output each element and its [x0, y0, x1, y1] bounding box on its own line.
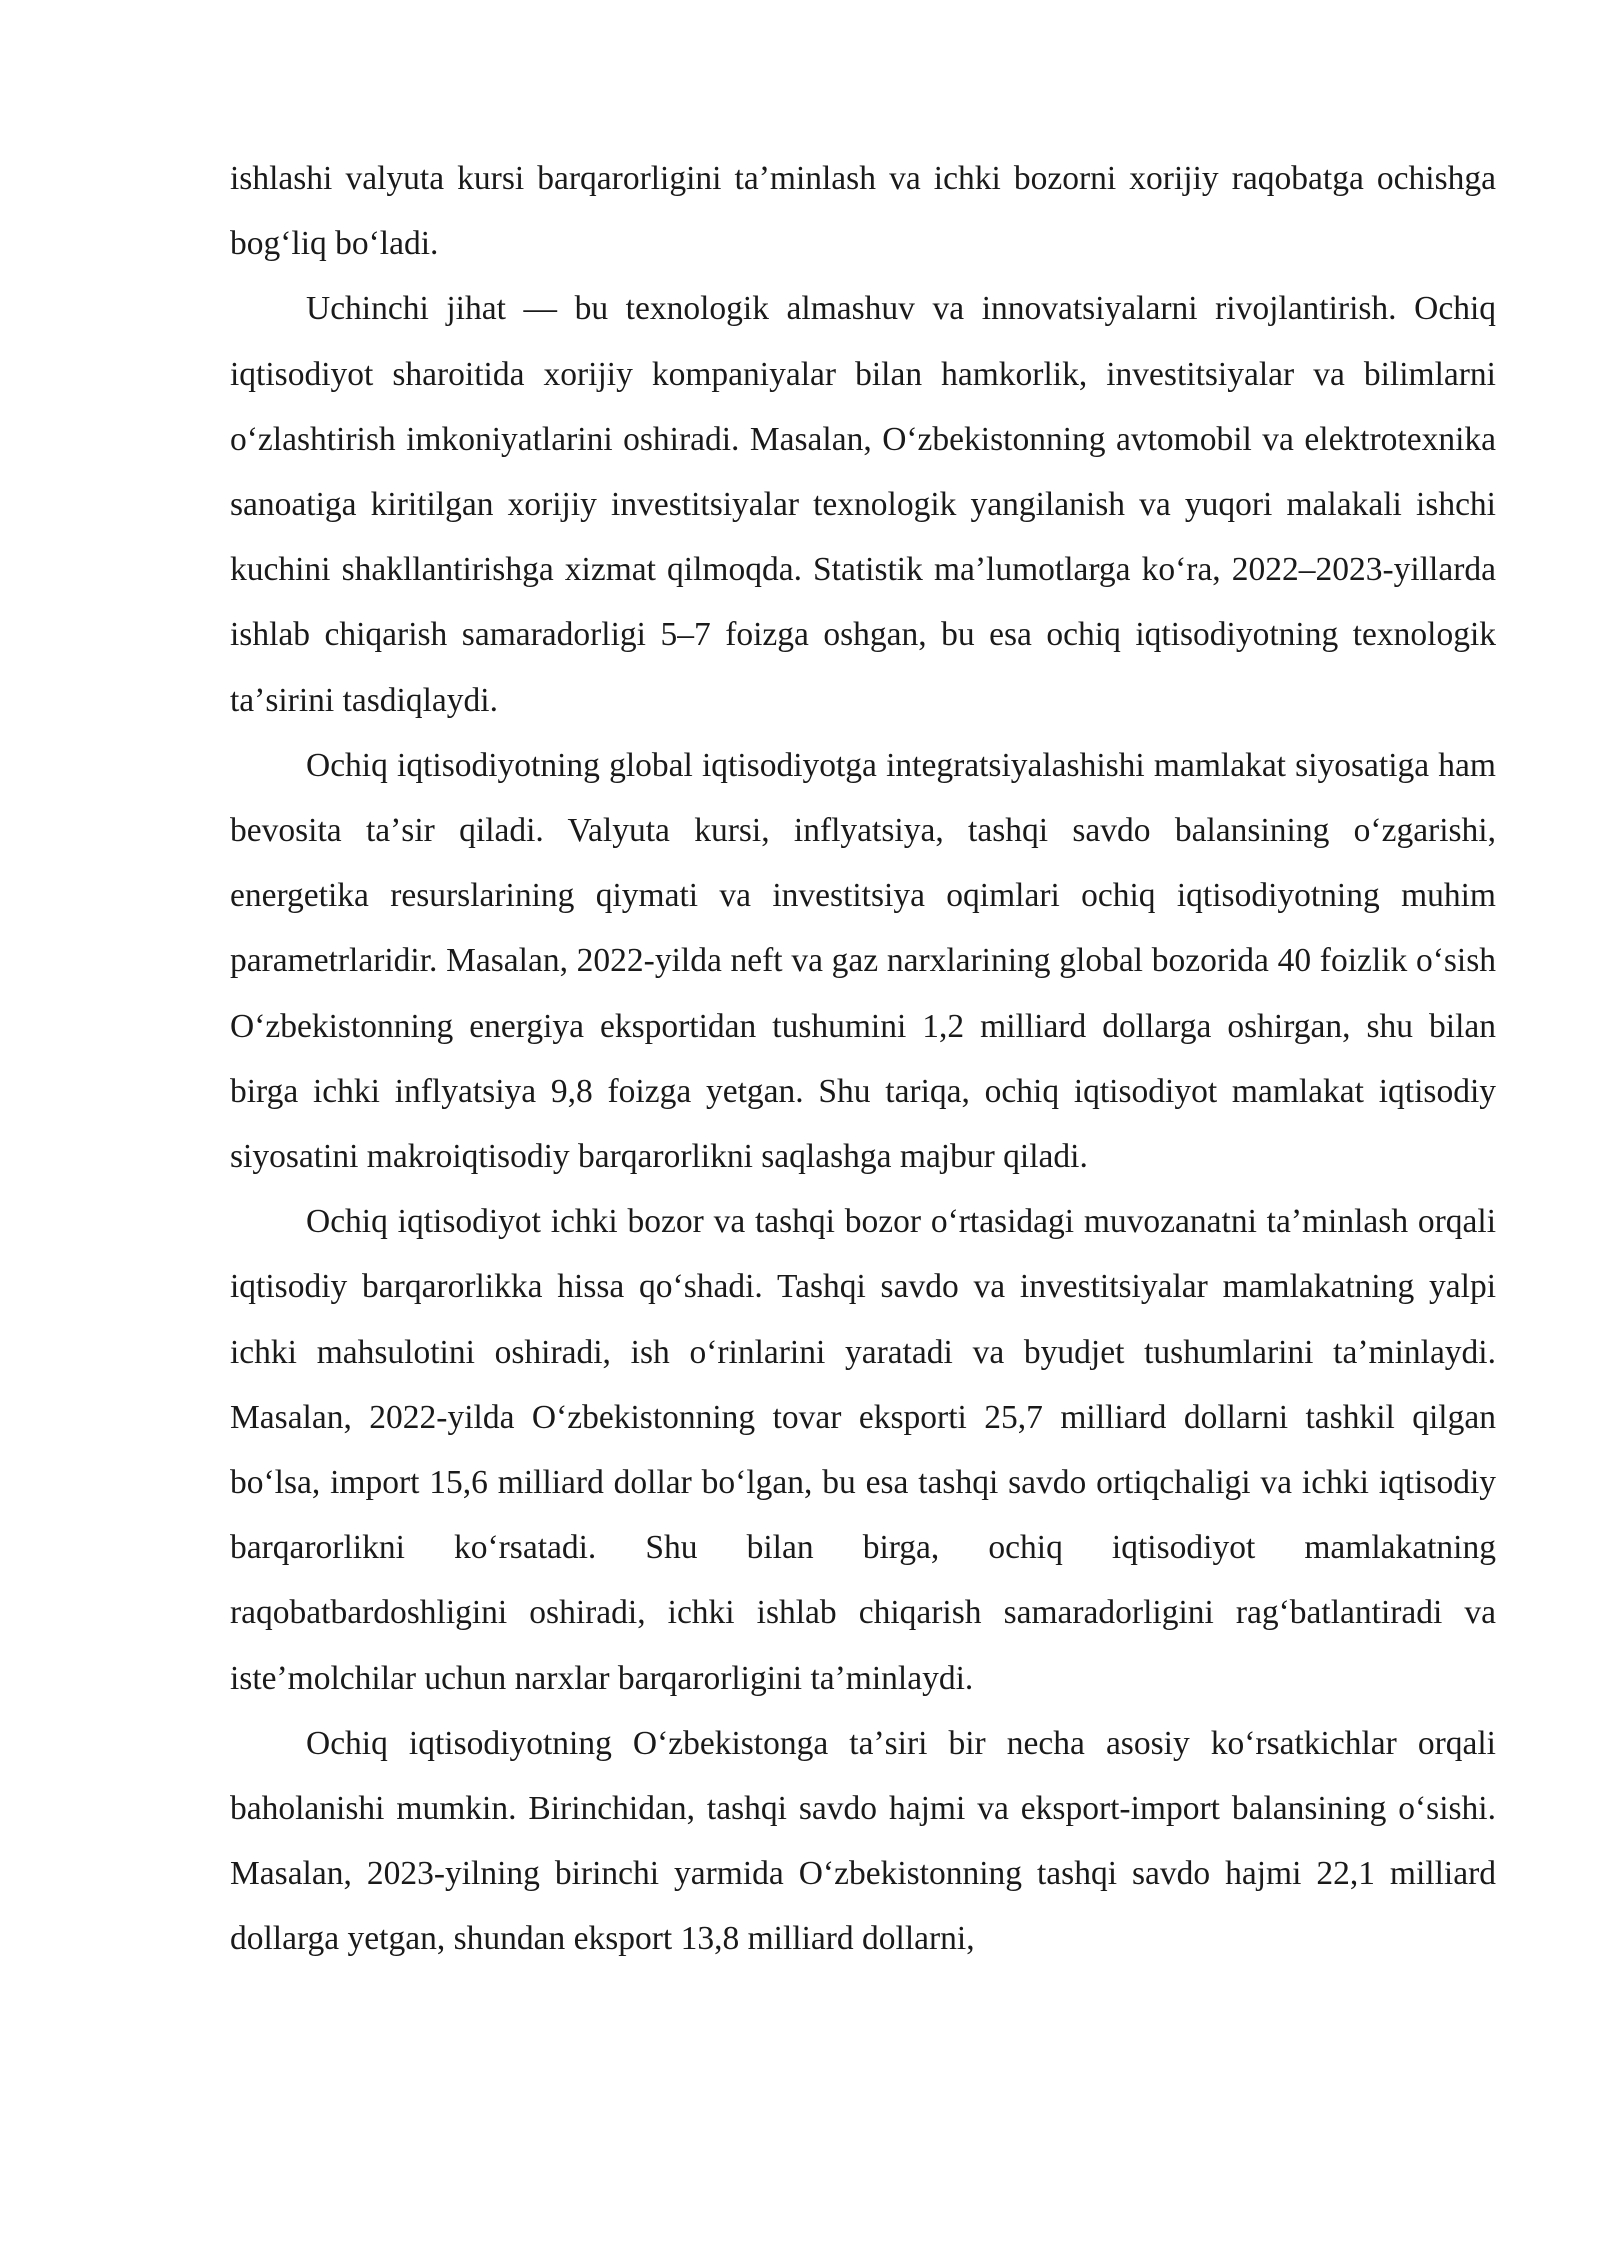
- paragraph-indicators: Ochiq iqtisodiyotning Oʻzbekistonga taʼsiri bir necha asosiy koʻrsatkichlar orqali baholanishi mumkin. Birinchidan, tashqi savdo hajmi va eksport-import balansining oʻsishi. Masalan, 2023-yilning birinchi yarmida Oʻzbekistonning tashqi savdo hajmi 22,1 milliard dollarga yetgan, shundan eksport 13,8 milliard dollarni,: [230, 1724, 1496, 1958]
- paragraph-technology-exchange: Uchinchi jihat — bu texnologik almashuv va innovatsiyalarni rivojlantirish. Ochiq iqtisodiyot sharoitida xorijiy kompaniyalar bilan hamkorlik, investitsiyalar va bilimlarni oʻzlashtirish imkoniyatlarini oshiradi. Masalan, Oʻzbekistonning avtomobil va elektrotexnika sanoatiga kiritilgan xorijiy investitsiyalar texnologik yangilanish va yuqori malakali ishchi kuchini shakllantirishga xizmat qilmoqda. Statistik maʼlumotlarga koʻra, 2022–2023-yillarda ishlab chiqarish samaradorligi 5–7 foizga oshgan, bu esa ochiq iqtisodiyotning texnologik taʼsirini tasdiqlaydi.: [230, 290, 1496, 719]
- document-body: [230, 146, 1496, 1972]
- paragraph-market-balance: Ochiq iqtisodiyot ichki bozor va tashqi bozor oʻrtasidagi muvozanatni taʼminlash orqali iqtisodiy barqarorlikka hissa qoʻshadi. Tashqi savdo va investitsiyalar mamlakatning yalpi ichki mahsulotini oshiradi, ish oʻrinlarini yaratadi va byudjet tushumlarini taʼminlaydi. Masalan, 2022-yilda Oʻzbekistonning tovar eksporti 25,7 milliard dollarni tashkil qilgan boʻlsa, import 15,6 milliard dollar boʻlgan, bu esa tashqi savdo ortiqchaligi va ichki iqtisodiy barqarorlikni koʻrsatadi. Shu bilan birga, ochiq iqtisodiyot mamlakatning raqobatbardoshligini oshiradi, ichki ishlab chiqarish samaradorligini ragʻbatlantiradi va isteʼmolchilar uchun narxlar barqarorligini taʼminlaydi.: [230, 1203, 1496, 1697]
- paragraph-global-integration: Ochiq iqtisodiyotning global iqtisodiyotga integratsiyalashishi mamlakat siyosatiga ham bevosita taʼsir qiladi. Valyuta kursi, inflyatsiya, tashqi savdo balansining oʻzgarishi, energetika resurslarining qiymati va investitsiya oqimlari ochiq iqtisodiyotning muhim parametrlaridir. Masalan, 2022-yilda neft va gaz narxlarining global bozorida 40 foizlik oʻsish Oʻzbekistonning energiya eksportidan tushumini 1,2 milliard dollarga oshirgan, shu bilan birga ichki inflyatsiya 9,8 foizga yetgan. Shu tariqa, ochiq iqtisodiyot mamlakat iqtisodiy siyosatini makroiqtisodiy barqarorlikni saqlashga majbur qiladi.: [230, 746, 1496, 1176]
- paragraph-continuation: ishlashi valyuta kursi barqarorligini taʼminlash va ichki bozorni xorijiy raqobatga ochishga bogʻliq boʻladi.: [230, 160, 1496, 263]
